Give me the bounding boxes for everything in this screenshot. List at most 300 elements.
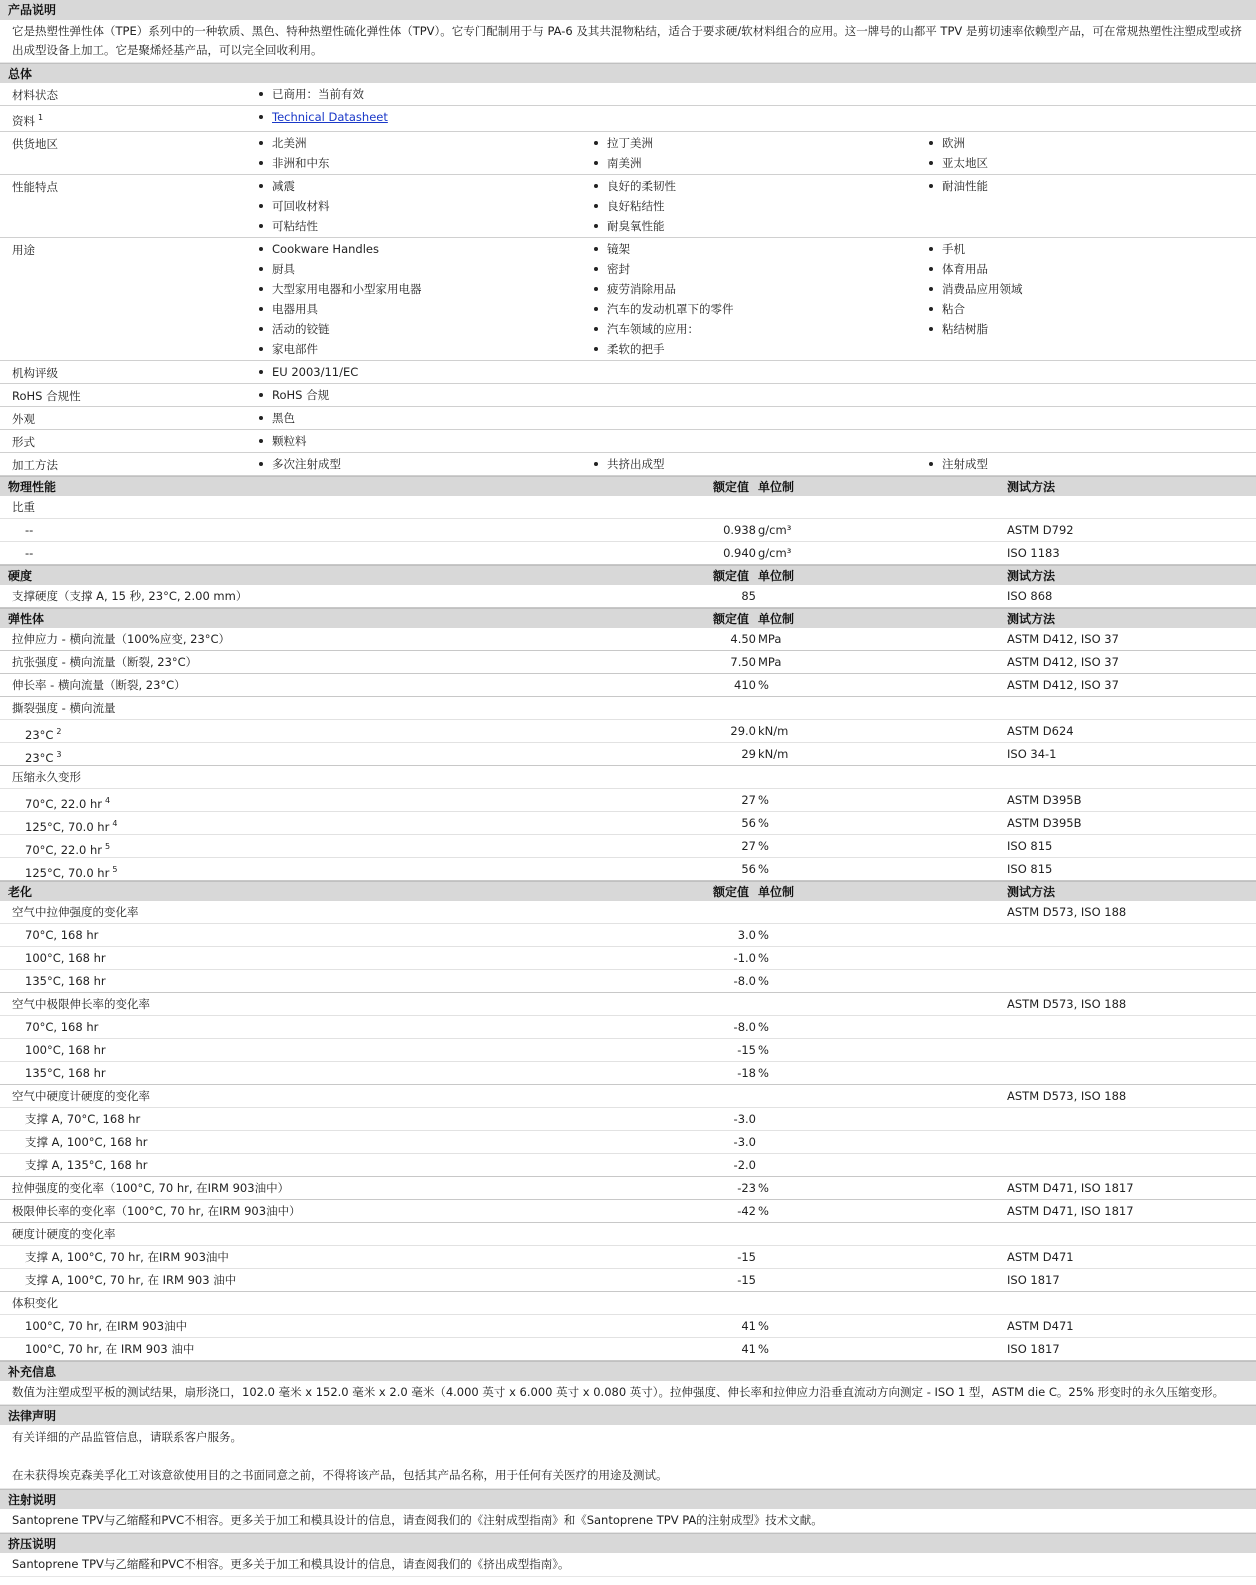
bullet-item — [928, 239, 1256, 259]
property-value: -18 — [737, 1066, 756, 1080]
test-method: ASTM D395B — [1007, 816, 1082, 830]
bullet-text: 南美洲 — [607, 156, 642, 170]
section-title: 老化 — [8, 885, 33, 899]
property-value: 29.0 — [730, 724, 756, 738]
bullet-item — [258, 153, 593, 173]
property-unit: % — [758, 974, 769, 988]
property-value: 27 — [741, 839, 756, 853]
property-value: -8.0 — [733, 1020, 756, 1034]
bullet-item — [258, 362, 593, 382]
section-title: 总体 — [8, 67, 33, 81]
property-unit: % — [758, 1020, 769, 1034]
property-name-text: 支撑硬度（支撑 A, 15 秒, 23°C, 2.00 mm） — [12, 589, 248, 603]
column-header-value: 额定值 — [713, 885, 750, 899]
property-value: 27 — [741, 793, 756, 807]
property-name — [12, 585, 247, 608]
general-row-values — [258, 407, 1256, 429]
section-title: 补充信息 — [8, 1365, 57, 1379]
property-row — [0, 835, 1256, 858]
property-row — [0, 812, 1256, 835]
property-unit: MPa — [758, 655, 782, 669]
footnote-ref: 3 — [56, 750, 62, 759]
property-value: 3.0 — [737, 928, 756, 942]
section-title: 弹性体 — [8, 612, 45, 626]
property-name — [25, 1108, 140, 1131]
property-unit: MPa — [758, 632, 782, 646]
label-text: 机构评级 — [12, 366, 58, 380]
property-row — [0, 947, 1256, 970]
bullet-item — [593, 299, 928, 319]
empty-cell — [928, 339, 1256, 359]
property-name-text: 支撑 A, 135°C, 168 hr — [25, 1158, 148, 1172]
bullet-item — [593, 153, 928, 173]
property-row — [0, 628, 1256, 651]
property-unit: % — [758, 1066, 769, 1080]
legal-block — [0, 1425, 1256, 1489]
bullet-text: 粘合 — [942, 302, 965, 316]
property-name — [25, 519, 33, 542]
property-name — [25, 1016, 98, 1039]
supplementary-text: 数值为注塑成型平板的测试结果，扇形浇口，102.0 毫米 x 152.0 毫米 x 2.0 毫米（4.000 英寸 x 6.000 英寸 x 0.080 英寸）。拉伸强度、伸长率和拉伸应力沿垂直流动方向测定 - ISO 1 型，ASTM die C。25% 形变时的永久压缩变形。 — [0, 1381, 1256, 1405]
test-method: ASTM D573, ISO 188 — [1007, 905, 1127, 919]
general-row-values — [258, 453, 1256, 475]
bullet-text: 密封 — [607, 262, 630, 276]
property-name — [12, 674, 186, 697]
test-method: ASTM D395B — [1007, 793, 1082, 807]
property-row — [0, 674, 1256, 697]
property-name-text: 撕裂强度 - 横向流量 — [12, 701, 116, 715]
general-row — [0, 430, 1256, 453]
property-unit: % — [758, 928, 769, 942]
general-row-label — [0, 175, 258, 237]
product-description-text: 它是热塑性弹性体（TPE）系列中的一种软质、黑色、特种热塑性硫化弹性体（TPV）。它专门配制用于与 PA-6 及其共混物粘结，适合于要求硬/软材料组合的应用。这一牌号的山都平 TPV 是剪切速率依赖型产品，可在常规热塑性注塑成型或挤出成型设备上加工。它是聚烯烃基产品，可以完全回收利用。 — [0, 20, 1256, 63]
general-row-label — [0, 407, 258, 429]
property-name — [25, 1315, 187, 1338]
column-header-method: 测试方法 — [1007, 480, 1056, 494]
property-name — [12, 901, 139, 924]
property-name — [25, 1338, 194, 1361]
bullet-text: 疲劳消除用品 — [607, 282, 676, 296]
bullet-item — [258, 216, 593, 236]
test-method: ASTM D471, ISO 1817 — [1007, 1204, 1134, 1218]
property-name-text: 70°C, 168 hr — [25, 1020, 99, 1034]
property-name — [12, 1200, 301, 1223]
property-unit: % — [758, 1319, 769, 1333]
general-row-label — [0, 238, 258, 360]
property-row — [0, 651, 1256, 674]
general-row — [0, 83, 1256, 106]
technical-datasheet-link[interactable]: Technical Datasheet — [272, 110, 388, 124]
general-row-label — [0, 132, 258, 174]
general-table — [0, 83, 1256, 476]
property-row — [0, 1085, 1256, 1108]
property-name-text: 空气中拉伸强度的变化率 — [12, 905, 139, 919]
bullet-item — [593, 196, 928, 216]
property-value: -15 — [737, 1043, 756, 1057]
property-value: 410 — [734, 678, 756, 692]
bullet-text: 欧洲 — [942, 136, 965, 150]
section-title: 产品说明 — [8, 3, 57, 17]
bullet-text: Cookware Handles — [272, 242, 379, 256]
bullet-item — [258, 196, 593, 216]
property-unit: % — [758, 1181, 769, 1195]
property-name-text: 100°C, 70 hr, 在 IRM 903 油中 — [25, 1342, 195, 1356]
property-name — [12, 993, 150, 1016]
property-row — [0, 924, 1256, 947]
column-header-method: 测试方法 — [1007, 885, 1056, 899]
bullet-text: 汽车领域的应用： — [607, 322, 699, 336]
general-row — [0, 407, 1256, 430]
property-unit: % — [758, 1043, 769, 1057]
general-row — [0, 453, 1256, 476]
property-value: 29 — [741, 747, 756, 761]
bullet-text: 共挤出成型 — [607, 457, 665, 471]
property-name-text: 比重 — [12, 500, 35, 514]
general-row-values — [258, 106, 1256, 131]
property-value: 56 — [741, 862, 756, 876]
bullet-item — [928, 299, 1256, 319]
bullet-item — [928, 176, 1256, 196]
property-name-text: 伸长率 - 横向流量（断裂, 23°C） — [12, 678, 186, 692]
label-text: 材料状态 — [12, 88, 58, 102]
property-name-text: 压缩永久变形 — [12, 770, 81, 784]
property-name-text: 23°C — [25, 728, 54, 742]
property-name — [25, 1039, 106, 1062]
property-name — [12, 766, 81, 789]
property-name — [25, 947, 106, 970]
test-method: ASTM D471 — [1007, 1319, 1074, 1333]
property-unit: g/cm³ — [758, 546, 792, 560]
property-row — [0, 1223, 1256, 1246]
bullet-item — [593, 454, 928, 474]
general-row-label — [0, 106, 258, 131]
test-method: ISO 34-1 — [1007, 747, 1057, 761]
bullet-text: 活动的铰链 — [272, 322, 330, 336]
bullet-text: 多次注射成型 — [272, 457, 341, 471]
property-row — [0, 743, 1256, 766]
test-method: ASTM D471 — [1007, 1250, 1074, 1264]
section-title: 硬度 — [8, 569, 33, 583]
bullet-item — [258, 339, 593, 359]
property-name — [12, 496, 35, 519]
test-method: ASTM D412, ISO 37 — [1007, 678, 1119, 692]
property-value: 0.938 — [723, 523, 756, 537]
section-header — [0, 881, 1256, 901]
property-row — [0, 1292, 1256, 1315]
property-row — [0, 766, 1256, 789]
property-row — [0, 542, 1256, 565]
legal-text-2: 在未获得埃克森美孚化工对该意欲使用目的之书面同意之前，不得将该产品，包括其产品名称，用于任何有关医疗的用途及测试。 — [12, 1468, 668, 1482]
property-value: -3.0 — [733, 1135, 756, 1149]
bullet-item — [258, 107, 593, 130]
general-row-values — [258, 361, 1256, 383]
test-method: ASTM D624 — [1007, 724, 1074, 738]
extrusion-header — [0, 1533, 1256, 1553]
bullet-item — [258, 239, 593, 259]
bullet-text: 已商用：当前有效 — [272, 87, 364, 101]
injection-header — [0, 1489, 1256, 1509]
property-row — [0, 1039, 1256, 1062]
property-name-text: 70°C, 22.0 hr — [25, 843, 103, 857]
bullet-item — [593, 259, 928, 279]
bullet-item — [258, 259, 593, 279]
test-method: ISO 1817 — [1007, 1273, 1060, 1287]
column-header-unit: 单位制 — [758, 569, 795, 583]
bullet-text: 良好粘结性 — [607, 199, 665, 213]
test-method: ISO 815 — [1007, 862, 1053, 876]
section-title: 挤压说明 — [8, 1537, 57, 1551]
property-name-text: 支撑 A, 100°C, 168 hr — [25, 1135, 148, 1149]
general-row — [0, 132, 1256, 175]
bullet-item — [928, 279, 1256, 299]
injection-text: Santoprene TPV与乙缩醛和PVC不相容。更多关于加工和模具设计的信息，请查阅我们的《注射成型指南》和《Santoprene TPV PA的注射成型》技术文献。 — [0, 1509, 1256, 1533]
test-method: ASTM D471, ISO 1817 — [1007, 1181, 1134, 1195]
bullet-item — [258, 319, 593, 339]
bullet-item — [928, 319, 1256, 339]
footnote-ref: 4 — [105, 796, 111, 805]
bullet-text: 耐臭氧性能 — [607, 219, 665, 233]
property-value: 4.50 — [730, 632, 756, 646]
property-unit: % — [758, 839, 769, 853]
property-name-text: 支撑 A, 100°C, 70 hr, 在 IRM 903 油中 — [25, 1273, 237, 1287]
property-value: 56 — [741, 816, 756, 830]
general-header — [0, 63, 1256, 83]
property-name-text: 125°C, 70.0 hr — [25, 820, 110, 834]
test-method: ASTM D573, ISO 188 — [1007, 997, 1127, 1011]
property-unit: % — [758, 1342, 769, 1356]
property-name-text: 空气中极限伸长率的变化率 — [12, 997, 150, 1011]
bullet-item — [258, 176, 593, 196]
bullet-text: 手机 — [942, 242, 965, 256]
property-value: -42 — [737, 1204, 756, 1218]
general-row — [0, 106, 1256, 132]
label-text: 加工方法 — [12, 458, 58, 472]
property-name — [25, 542, 33, 565]
bullet-text: 亚太地区 — [942, 156, 988, 170]
general-row-values — [258, 132, 1256, 174]
bullet-item — [593, 216, 928, 236]
property-name-text: 100°C, 168 hr — [25, 1043, 106, 1057]
general-row-values — [258, 430, 1256, 452]
product-description-header — [0, 0, 1256, 20]
bullet-text: 减震 — [272, 179, 295, 193]
test-method: ASTM D573, ISO 188 — [1007, 1089, 1127, 1103]
property-row — [0, 858, 1256, 881]
property-name — [25, 1246, 229, 1269]
bullet-item — [593, 239, 928, 259]
bullet-item — [258, 385, 593, 405]
test-method: ISO 815 — [1007, 839, 1053, 853]
column-header-unit: 单位制 — [758, 612, 795, 626]
property-value: -8.0 — [733, 974, 756, 988]
column-header-unit: 单位制 — [758, 885, 795, 899]
property-unit: kN/m — [758, 747, 789, 761]
section-header — [0, 565, 1256, 585]
general-row-label — [0, 430, 258, 452]
property-unit: kN/m — [758, 724, 789, 738]
property-name-text: 100°C, 70 hr, 在IRM 903油中 — [25, 1319, 188, 1333]
bullet-item — [258, 454, 593, 474]
property-row — [0, 1154, 1256, 1177]
footnote-ref: 5 — [112, 865, 118, 874]
property-row — [0, 720, 1256, 743]
property-name — [25, 924, 98, 947]
column-header-value: 额定值 — [713, 612, 750, 626]
section-title: 法律声明 — [8, 1409, 57, 1423]
bullet-text: 非洲和中东 — [272, 156, 330, 170]
bullet-text: 汽车的发动机罩下的零件 — [607, 302, 734, 316]
bullet-item — [928, 454, 1256, 474]
test-method: ASTM D412, ISO 37 — [1007, 632, 1119, 646]
general-row — [0, 361, 1256, 384]
property-value: -1.0 — [733, 951, 756, 965]
property-name-text: 支撑 A, 70°C, 168 hr — [25, 1112, 141, 1126]
footnote-ref: 4 — [112, 819, 118, 828]
property-row — [0, 1315, 1256, 1338]
property-row — [0, 1269, 1256, 1292]
property-row — [0, 993, 1256, 1016]
property-row — [0, 496, 1256, 519]
property-row — [0, 1108, 1256, 1131]
property-name-text: 拉伸强度的变化率（100°C, 70 hr, 在IRM 903油中） — [12, 1181, 290, 1195]
property-value: -15 — [737, 1273, 756, 1287]
general-row-values — [258, 238, 1256, 360]
property-name — [12, 628, 230, 651]
property-name-text: 70°C, 168 hr — [25, 928, 99, 942]
bullet-text: 颗粒料 — [272, 434, 307, 448]
section-title: 注射说明 — [8, 1493, 57, 1507]
property-row — [0, 1246, 1256, 1269]
property-value: 41 — [741, 1319, 756, 1333]
property-row — [0, 1338, 1256, 1361]
property-name — [12, 651, 197, 674]
bullet-text: 注射成型 — [942, 457, 988, 471]
bullet-text: 厨具 — [272, 262, 295, 276]
general-row — [0, 384, 1256, 407]
bullet-text: 可粘结性 — [272, 219, 318, 233]
empty-cell — [928, 196, 1256, 216]
property-row — [0, 1062, 1256, 1085]
property-name-text: 抗张强度 - 横向流量（断裂, 23°C） — [12, 655, 198, 669]
property-name-text: 极限伸长率的变化率（100°C, 70 hr, 在IRM 903油中） — [12, 1204, 301, 1218]
column-header-unit: 单位制 — [758, 480, 795, 494]
footnote-ref: 2 — [56, 727, 62, 736]
bullet-item — [593, 279, 928, 299]
empty-cell — [928, 216, 1256, 236]
property-value: 85 — [741, 589, 756, 603]
footnote-ref: 5 — [105, 842, 111, 851]
property-name-text: 支撑 A, 100°C, 70 hr, 在IRM 903油中 — [25, 1250, 229, 1264]
property-name — [25, 1131, 148, 1154]
property-name — [12, 697, 115, 720]
general-row-values — [258, 384, 1256, 406]
property-row — [0, 1200, 1256, 1223]
property-unit: % — [758, 678, 769, 692]
section-title: 物理性能 — [8, 480, 57, 494]
property-name-text: 23°C — [25, 751, 54, 765]
section-header — [0, 608, 1256, 628]
property-unit: g/cm³ — [758, 523, 792, 537]
supplementary-header — [0, 1361, 1256, 1381]
bullet-item — [258, 431, 593, 451]
bullet-item — [593, 133, 928, 153]
property-name-text: 135°C, 168 hr — [25, 1066, 106, 1080]
property-value: 41 — [741, 1342, 756, 1356]
bullet-text: 耐油性能 — [942, 179, 988, 193]
property-unit: % — [758, 816, 769, 830]
property-row — [0, 970, 1256, 993]
bullet-text: 黑色 — [272, 411, 295, 425]
bullet-text: 镜架 — [607, 242, 630, 256]
property-value: 0.940 — [723, 546, 756, 560]
property-name-text: 空气中硬度计硬度的变化率 — [12, 1089, 150, 1103]
property-unit: % — [758, 1204, 769, 1218]
label-text: 供货地区 — [12, 137, 58, 151]
bullet-item — [593, 176, 928, 196]
property-name-text: 125°C, 70.0 hr — [25, 866, 110, 880]
column-header-method: 测试方法 — [1007, 569, 1056, 583]
bullet-item — [928, 133, 1256, 153]
bullet-text: 可回收材料 — [272, 199, 330, 213]
property-name — [12, 1292, 58, 1315]
property-value: -2.0 — [733, 1158, 756, 1172]
property-row — [0, 1131, 1256, 1154]
bullet-text: 体育用品 — [942, 262, 988, 276]
property-value: -3.0 — [733, 1112, 756, 1126]
label-text: 性能特点 — [12, 180, 58, 194]
property-name-text: 70°C, 22.0 hr — [25, 797, 103, 811]
bullet-text: EU 2003/11/EC — [272, 365, 359, 379]
property-name-text: -- — [25, 546, 34, 560]
bullet-item — [593, 339, 928, 359]
bullet-text: 拉丁美洲 — [607, 136, 653, 150]
bullet-text: 电器用具 — [272, 302, 318, 316]
general-row-label — [0, 83, 258, 105]
property-name — [12, 1085, 150, 1108]
bullet-text: 大型家用电器和小型家用电器 — [272, 282, 422, 296]
bullet-item — [258, 279, 593, 299]
label-text: 资料 — [12, 114, 35, 128]
general-row-values — [258, 175, 1256, 237]
property-row — [0, 789, 1256, 812]
property-name-text: -- — [25, 523, 34, 537]
property-value: -23 — [737, 1181, 756, 1195]
bullet-text: 北美洲 — [272, 136, 307, 150]
property-unit: % — [758, 793, 769, 807]
property-name — [12, 1177, 289, 1200]
general-row — [0, 175, 1256, 238]
label-text: 外观 — [12, 412, 35, 426]
column-header-method: 测试方法 — [1007, 612, 1056, 626]
footnote-ref: 1 — [38, 113, 44, 122]
legal-header — [0, 1405, 1256, 1425]
bullet-text: 柔软的把手 — [607, 342, 665, 356]
bullet-text: 家电部件 — [272, 342, 318, 356]
legal-text-1: 有关详细的产品监管信息，请联系客户服务。 — [12, 1430, 242, 1444]
bullet-text: 消费品应用领域 — [942, 282, 1023, 296]
general-row-values — [258, 83, 1256, 105]
test-method: ISO 1183 — [1007, 546, 1060, 560]
general-row — [0, 238, 1256, 361]
property-value: -15 — [737, 1250, 756, 1264]
general-row-label — [0, 361, 258, 383]
property-name — [25, 1154, 148, 1177]
bullet-text: 良好的柔韧性 — [607, 179, 676, 193]
property-value: 7.50 — [730, 655, 756, 669]
property-unit: % — [758, 862, 769, 876]
property-name-text: 体积变化 — [12, 1296, 58, 1310]
property-row — [0, 585, 1256, 608]
